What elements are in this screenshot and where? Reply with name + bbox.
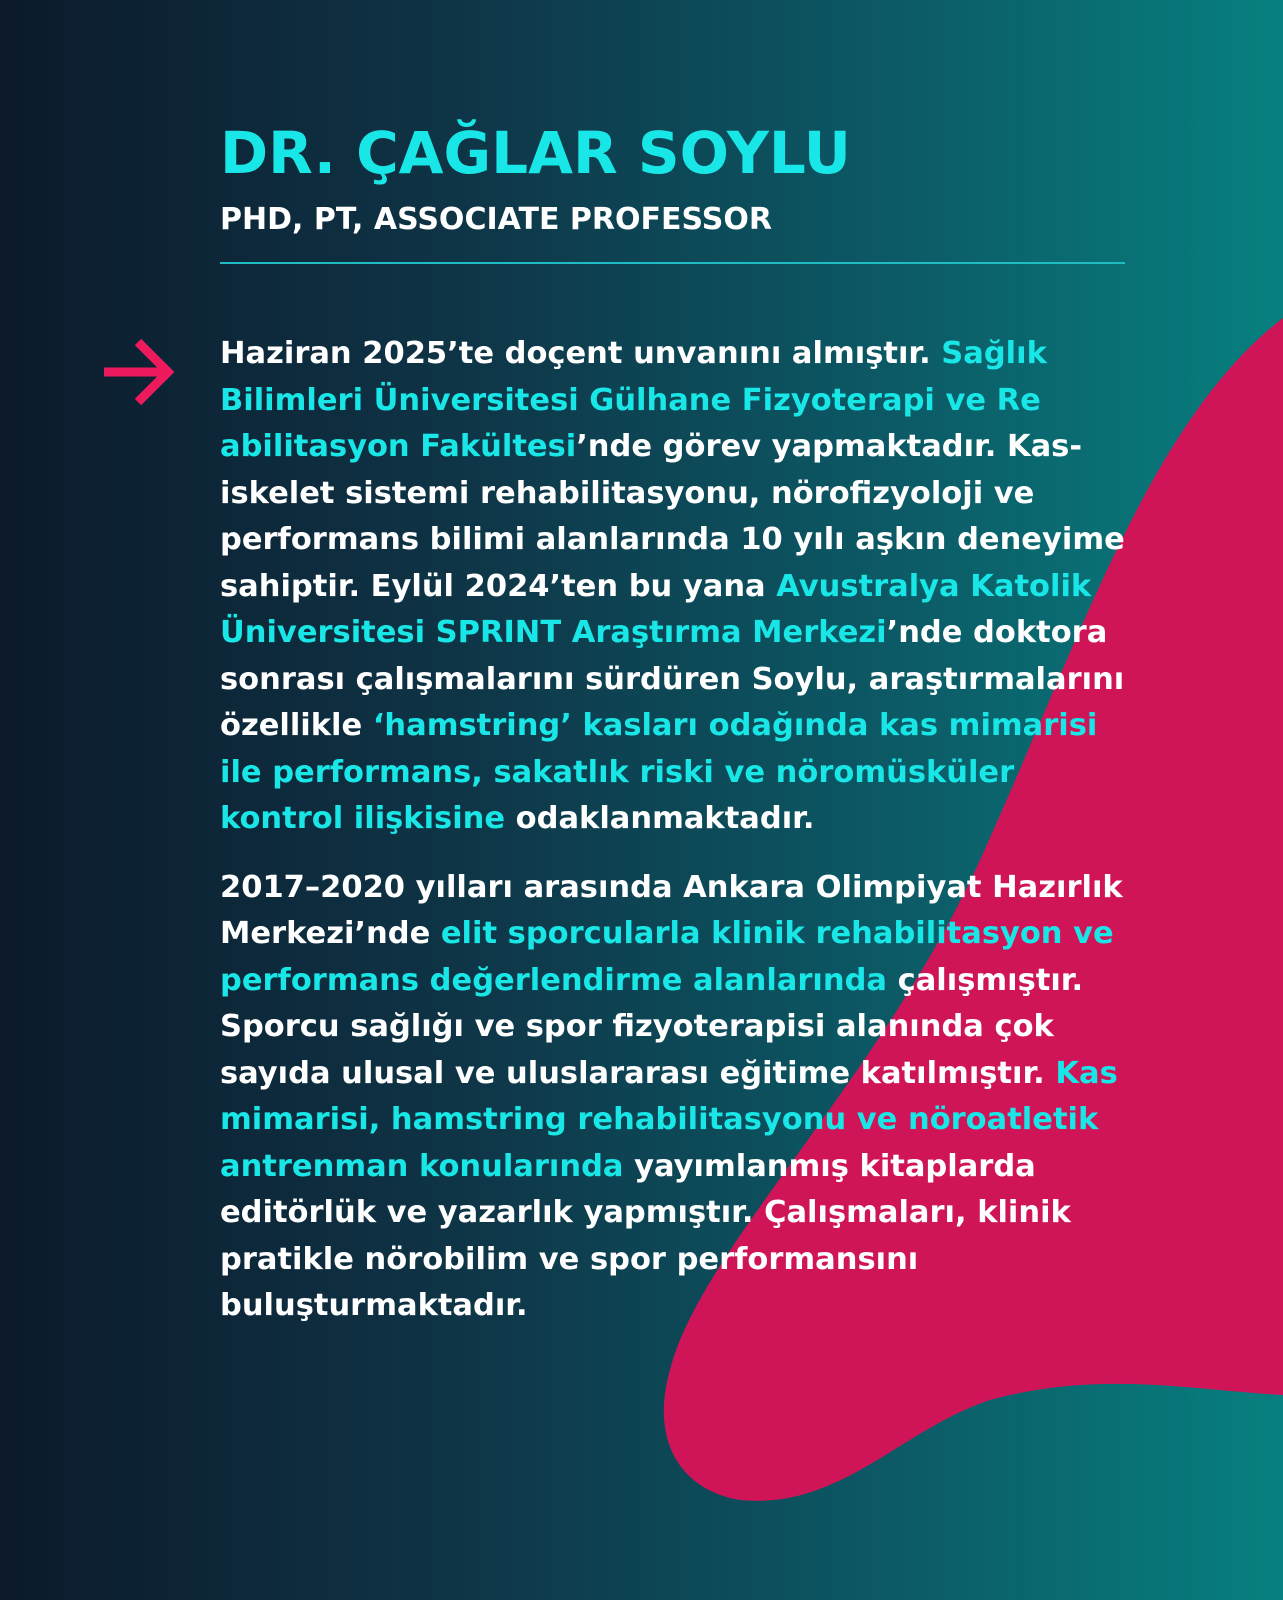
highlight-text: Sağlık Bilimleri Üniversitesi Gülhane Fizyoterapi ve Re abilitasyon Fakültesi (220, 336, 1047, 464)
body-text: yayımlanmış kitaplarda editörlük ve yazarlık yapmıştır. Çalışmaları, klinik pratikle nörobilim ve spor performansını buluşturmaktadır. (220, 1148, 1071, 1323)
bio-paragraph-1 (220, 331, 1130, 843)
highlight-text: Kas mimarisi, hamstring rehabilitasyonu ve nöroatletik antrenman konularında (220, 1055, 1118, 1184)
divider (220, 262, 1125, 264)
body-text: çalışmıştır. Sporcu sağlığı ve spor fizyoterapisi alanında çok sayıda ulusal ve uluslararası eğitime katılmıştır. (220, 962, 1084, 1091)
body-text: 2017–2020 yılları arasında Ankara Olimpiyat Hazırlık Merkezi’nde (220, 869, 1123, 951)
body-text: Haziran 2025’te doçent unvanını almıştır. (220, 336, 942, 371)
highlight-text: elit sporcularla klinik rehabilitasyon ve performans değerlendirme alanlarında (220, 916, 1114, 998)
body-text: ’nde doktora sonrası çalışmalarını sürdüren Soylu, araştırmalarını özellikle (220, 615, 1125, 743)
profile-card (220, 120, 1130, 1330)
page-title: DR. ÇAĞLAR SOYLU (220, 119, 851, 187)
credentials-subtitle: PHD, PT, ASSOCIATE PROFESSOR (220, 202, 772, 237)
highlight-text: ‘hamstring’ kasları odağında kas mimarisi ile performans, sakatlık riski ve nöromüsküler kontrol ilişkisine (220, 708, 1098, 836)
body-text: ’nde görev yapmaktadır. Kas-iskelet sistemi rehabilitasyonu, nörofizyoloji ve performans bilimi alanlarında 10 yılı aşkın deneyime sahiptir. Eylül 2024’ten bu yana (220, 429, 1125, 604)
highlight-text: Avustralya Katolik Üniversitesi SPRINT Araştırma Merkezi (220, 568, 1092, 650)
arrow-right-icon (102, 335, 176, 409)
body-text: odaklanmaktadır. (505, 801, 815, 836)
bio-paragraph-2 (220, 865, 1130, 1330)
